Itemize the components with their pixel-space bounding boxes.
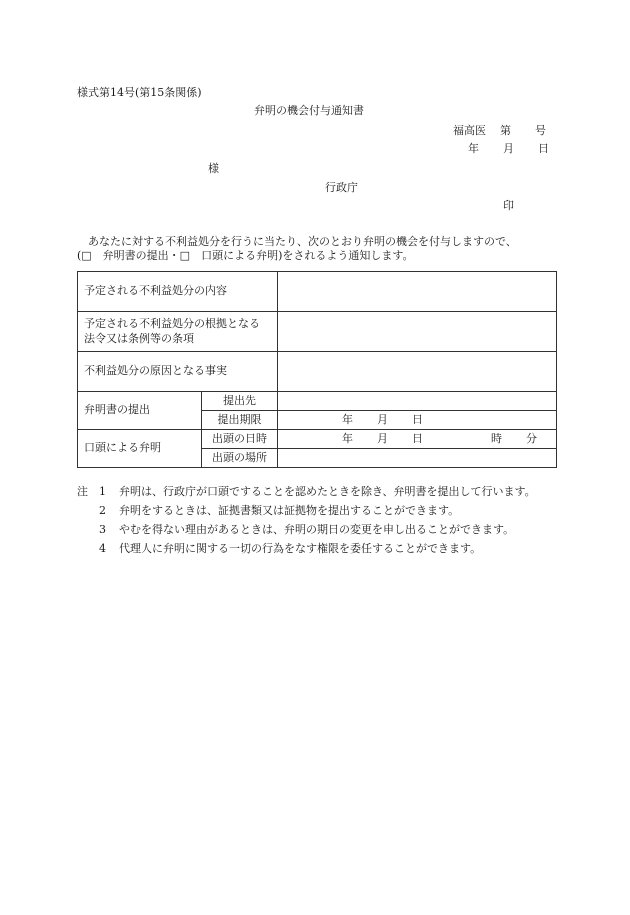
issue-date [468, 142, 549, 156]
seal-mark: 印 [503, 199, 514, 212]
written-label: 弁明書の提出 [78, 392, 202, 430]
deadline-year: 年 [342, 412, 353, 426]
note-text: 弁明は、行政庁が口頭ですることを認めたときを除き、弁明書を提出して行います。 [119, 485, 536, 499]
note-number: 4 [99, 542, 106, 556]
row2-value [278, 312, 557, 352]
destination-label: 提出先 [202, 392, 278, 411]
note-number: 3 [99, 523, 106, 537]
destination-value [278, 392, 557, 411]
date-day: 日 [538, 142, 549, 155]
issuer-prefix: 福高医 [453, 124, 486, 137]
list-item [77, 521, 577, 540]
row3-value [278, 352, 557, 392]
appear-year: 年 [342, 431, 353, 445]
form-label: 様式第14号(第15条関係) [77, 86, 202, 99]
datetime-label: 出頭の日時 [202, 430, 278, 449]
deadline-day: 日 [412, 412, 423, 426]
appear-hour: 時 [491, 431, 502, 445]
body-line-1: あなたに対する不利益処分を行うに当たり、次のとおり弁明の機会を付与しますので、 [88, 235, 517, 248]
body-line-2: (□ 弁明書の提出・□ 口頭による弁明)をされるよう通知します。 [77, 249, 414, 263]
note-text: 弁明をするときは、証拠書類又は証拠物を提出することができます。 [119, 504, 460, 518]
note-text: やむを得ない理由があるときは、弁明の期日の変更を申し出ることができます。 [119, 523, 515, 537]
oral-label: 口頭による弁明 [78, 430, 202, 468]
row2-label-line2: 法令又は条例等の条項 [84, 331, 194, 345]
deadline-label: 提出期限 [202, 411, 278, 430]
note-number: 1 [99, 485, 106, 499]
row2-label [78, 312, 278, 352]
number-go: 号 [535, 124, 546, 137]
number-dai: 第 [500, 124, 511, 137]
list-item [77, 483, 577, 502]
row1-value [278, 272, 557, 312]
notice-table [77, 271, 557, 468]
place-value [278, 449, 557, 468]
deadline-month: 月 [377, 412, 388, 426]
notice-body [77, 235, 557, 264]
appear-month: 月 [377, 431, 388, 445]
notes-lead: 注 [77, 485, 88, 499]
document-title: 弁明の機会付与通知書 [254, 104, 364, 117]
appear-minute: 分 [526, 431, 537, 445]
table-row [78, 312, 557, 352]
document-number [453, 124, 546, 138]
row1-label: 予定される不利益処分の内容 [78, 272, 278, 312]
table-row [78, 392, 557, 411]
appear-day: 日 [412, 431, 423, 445]
date-year: 年 [468, 142, 479, 155]
place-label: 出頭の場所 [202, 449, 278, 468]
date-month: 月 [503, 142, 514, 155]
row3-label: 不利益処分の原因となる事実 [78, 352, 278, 392]
datetime-value [278, 430, 557, 449]
table-row [78, 272, 557, 312]
table-row [78, 352, 557, 392]
deadline-value [278, 411, 557, 430]
row2-label-line1: 予定される不利益処分の根拠となる [84, 317, 260, 331]
table-row [78, 430, 557, 449]
addressee: 様 [208, 162, 219, 175]
agency-name: 行政庁 [325, 181, 358, 194]
list-item [77, 502, 577, 521]
notes-section [77, 483, 577, 559]
note-number: 2 [99, 504, 106, 518]
note-text: 代理人に弁明に関する一切の行為をなす権限を委任することができます。 [119, 542, 482, 556]
list-item [77, 540, 577, 559]
